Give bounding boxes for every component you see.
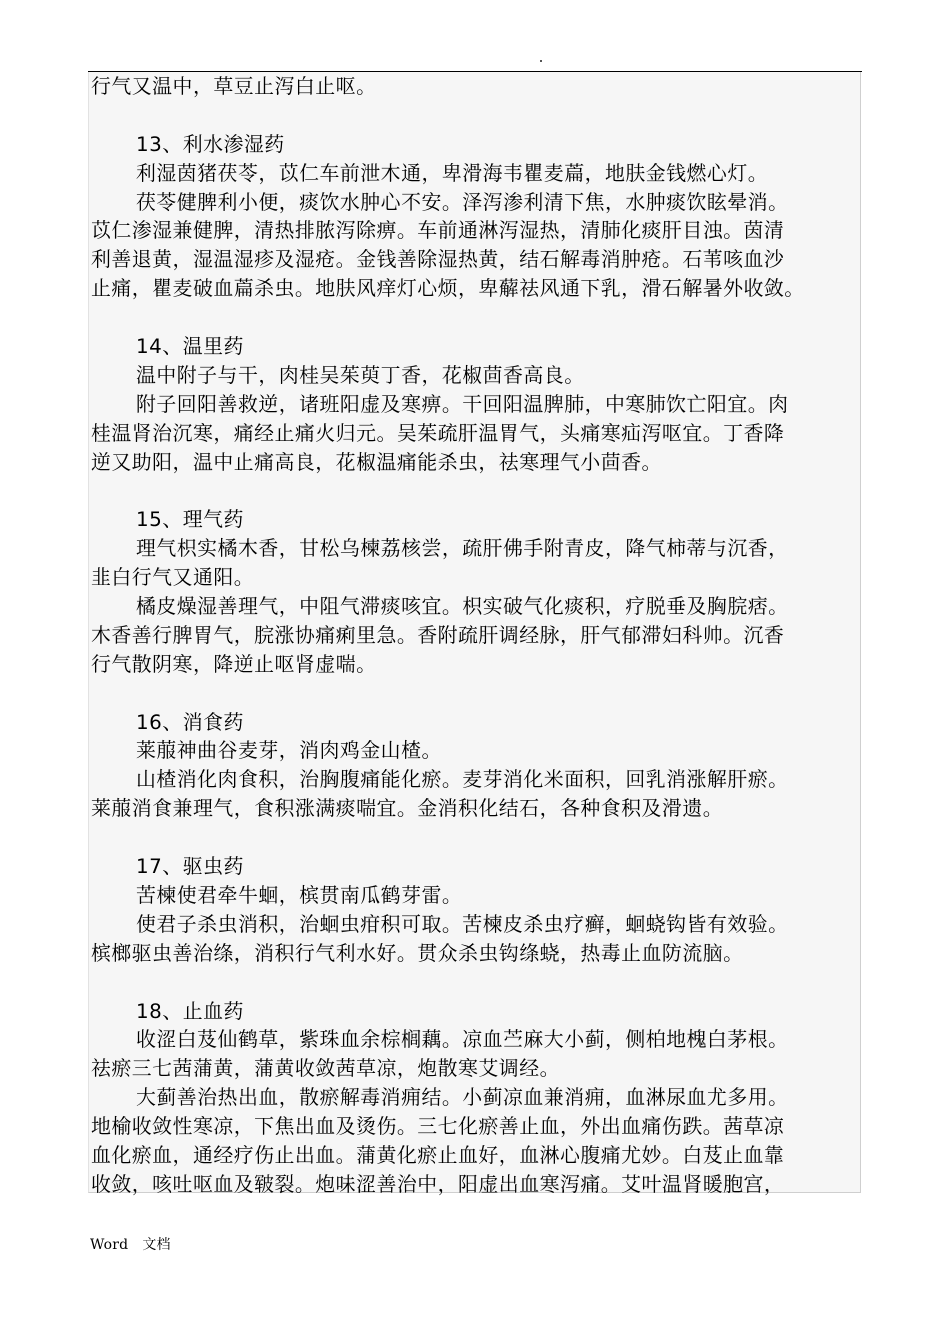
section-heading: 16、消食药 bbox=[136, 710, 244, 734]
footer-doc-label: 文档 bbox=[142, 1237, 171, 1253]
explain-line: 血化瘀血，通经疗伤止出血。蒲黄化瘀止血好，血淋心腹痛尤妙。白芨止血靠 bbox=[91, 1143, 785, 1167]
explain-line: 茯苓健脾利小便，痰饮水肿心不安。泽泻渗利清下焦，水肿痰饮眩晕消。 bbox=[136, 190, 789, 214]
continuation-line: 行气又温中，草豆止泻白止呕。 bbox=[91, 75, 377, 98]
footer-word-label: Word bbox=[90, 1237, 129, 1253]
section-heading: 18、止血药 bbox=[136, 999, 244, 1023]
blank-line bbox=[91, 680, 881, 709]
blank-line bbox=[91, 477, 881, 506]
blank-line bbox=[91, 969, 881, 998]
explain-line: 苡仁渗湿兼健脾，清热排脓泻除痹。车前通淋泻湿热，清肺化痰肝目浊。茵清 bbox=[91, 219, 785, 243]
explain-line: 地榆收敛性寒凉，下焦出血及烫伤。三七化瘀善止血，外出血痛伤跌。茜草凉 bbox=[91, 1115, 785, 1139]
explain-line: 桂温肾治沉寒，痛经止痛火归元。吴茱疏肝温胃气，头痛寒疝泻呕宜。丁香降 bbox=[91, 421, 785, 445]
section-heading: 13、利水渗湿药 bbox=[136, 132, 285, 156]
verse-line: 莱菔神曲谷麦芽，消肉鸡金山楂。 bbox=[136, 739, 442, 763]
explain-line: 莱菔消食兼理气，食积涨满痰喘宜。金消积化结石，各种食积及滑遗。 bbox=[91, 797, 724, 821]
blank-line bbox=[91, 304, 881, 333]
explain-line: 行气散阴寒，降逆止呕肾虚喘。 bbox=[91, 652, 377, 676]
explain-line: 山楂消化肉食积，治胸腹痛能化瘀。麦芽消化米面积，回乳消涨解肝瘀。 bbox=[136, 768, 789, 792]
section-heading: 17、驱虫药 bbox=[136, 855, 244, 879]
explain-line: 利善退黄，湿温湿疹及湿疮。金钱善除湿热黄，结石解毒消肿疮。石苇咳血沙 bbox=[91, 248, 785, 272]
verse-line: 温中附子与干，肉桂吴茱萸丁香，花椒茴香高良。 bbox=[136, 363, 585, 387]
verse-line: 收涩白芨仙鹤草，紫珠血余棕榈藕。凉血苎麻大小蓟，侧柏地槐白茅根。 bbox=[136, 1028, 789, 1052]
explain-line: 槟榔驱虫善治绦，消积行气利水好。贯众杀虫钩绦蛲，热毒止血防流脑。 bbox=[91, 941, 744, 965]
explain-line: 大蓟善治热出血，散瘀解毒消痈结。小蓟凉血兼消痈，血淋尿血尤多用。 bbox=[136, 1086, 789, 1110]
explain-line: 收敛，咳吐呕血及皲裂。炮味涩善治中，阳虚出血寒泻痛。艾叶温肾暖胞宫， bbox=[91, 1172, 785, 1196]
explain-line: 逆又助阳，温中止痛高良，花椒温痛能杀虫，祛寒理气小茴香。 bbox=[91, 450, 662, 474]
verse-line: 理气枳实橘木香，甘松乌楝荔核尝，疏肝佛手附青皮，降气柿蒂与沉香， bbox=[136, 537, 789, 561]
verse-line: 祛瘀三七茜蒲黄，蒲黄收敛茜草凉，炮散寒艾调经。 bbox=[91, 1057, 560, 1081]
verse-line: 利湿茵猪茯苓，苡仁车前泄木通，卑滑海韦瞿麦萹，地肤金钱燃心灯。 bbox=[136, 161, 769, 185]
verse-line: 韭白行气又通阳。 bbox=[91, 566, 255, 590]
blank-line bbox=[91, 824, 881, 853]
verse-line: 苦楝使君牵牛蛔，槟贯南瓜鹤芽雷。 bbox=[136, 883, 463, 907]
explain-line: 橘皮燥湿善理气，中阻气滞痰咳宜。枳实破气化痰积，疗脱垂及胸脘痞。 bbox=[136, 595, 789, 619]
section-heading: 15、理气药 bbox=[136, 508, 244, 532]
header-dot bbox=[540, 60, 542, 62]
explain-line: 附子回阳善救逆，诸班阳虚及寒痹。干回阳温脾肺，中寒肺饮亡阳宜。肉 bbox=[136, 392, 789, 416]
blank-line bbox=[91, 102, 881, 131]
explain-line: 止痛，瞿麦破血萹杀虫。地肤风痒灯心烦，卑薢祛风通下乳，滑石解暑外收敛。 bbox=[91, 277, 805, 301]
page-footer bbox=[90, 1234, 171, 1254]
explain-line: 木香善行脾胃气，脘涨协痛痢里急。香附疏肝调经脉，肝气郁滞妇科帅。沉香 bbox=[91, 623, 785, 647]
section-heading: 14、温里药 bbox=[136, 335, 244, 359]
document-body bbox=[91, 73, 881, 1200]
explain-line: 使君子杀虫消积，治蛔虫疳积可取。苦楝皮杀虫疗癣，蛔蛲钩皆有效验。 bbox=[136, 912, 789, 936]
